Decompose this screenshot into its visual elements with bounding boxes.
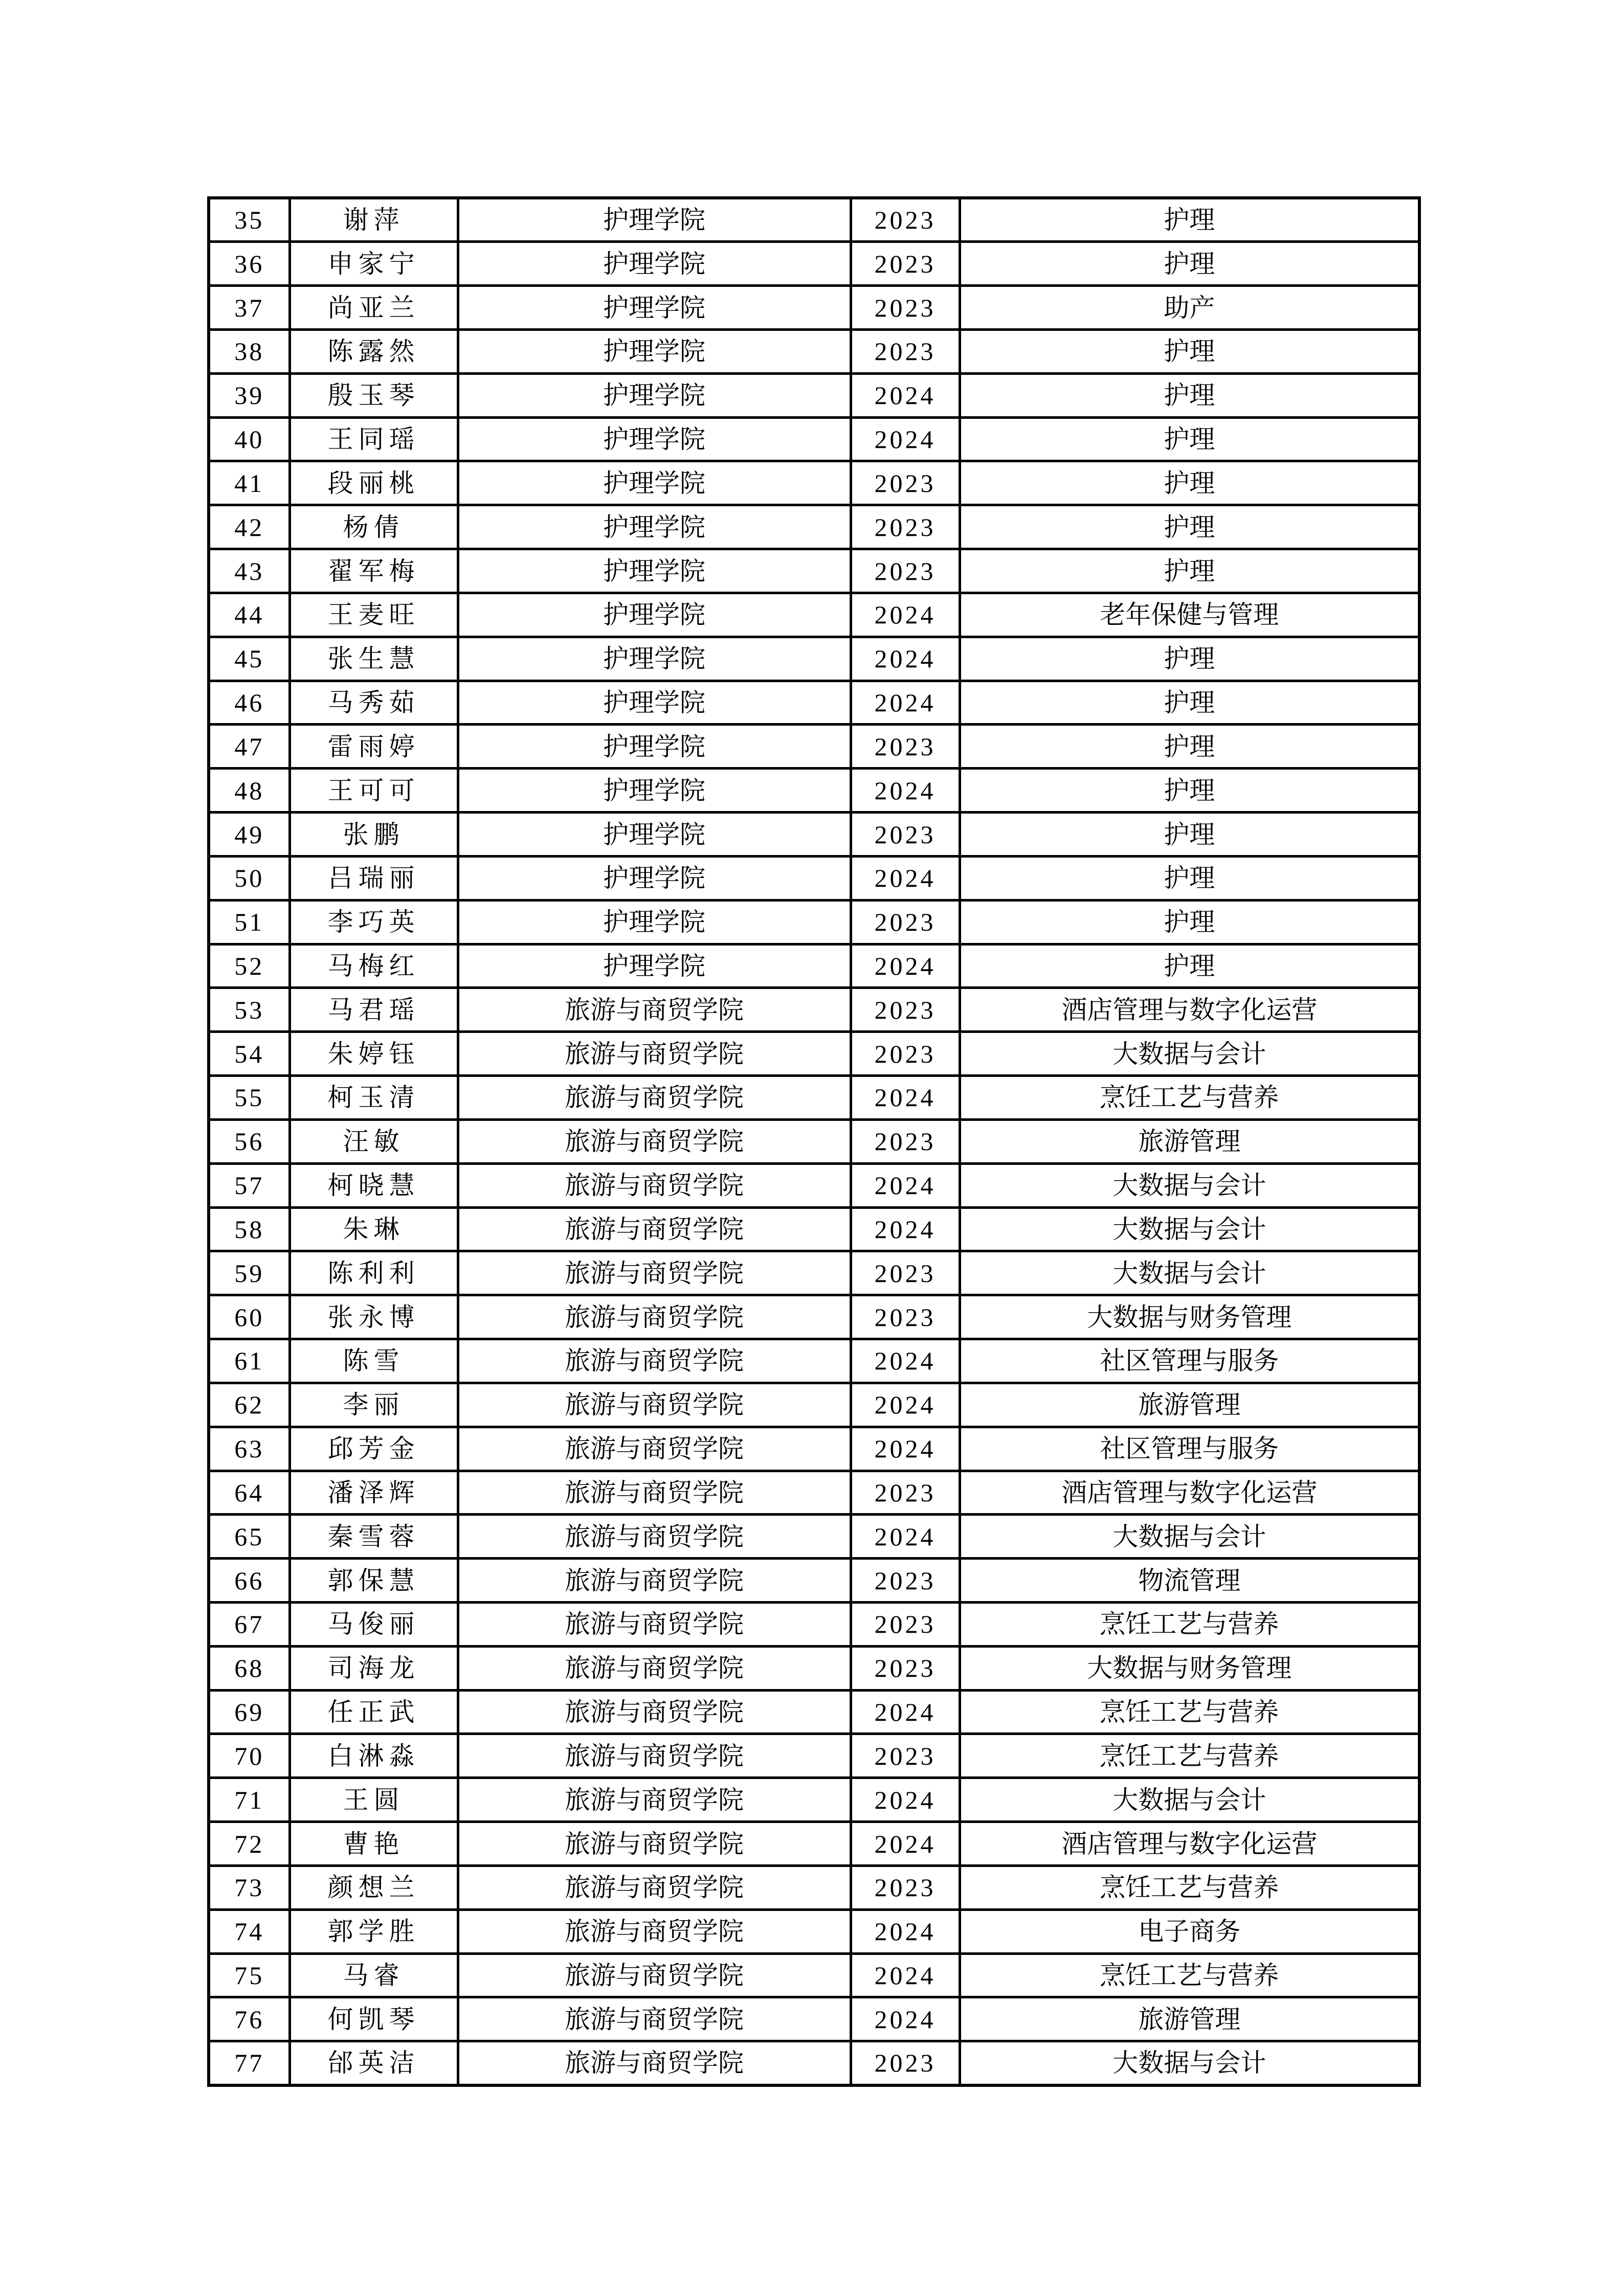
cell-major: 大数据与会计: [960, 1032, 1419, 1076]
table-row: [209, 1471, 1419, 1515]
cell-year: 2023: [851, 813, 960, 857]
cell-row-number: 36: [209, 242, 290, 286]
cell-student-name: 张永博: [290, 1295, 458, 1339]
table-row: [209, 1690, 1419, 1734]
cell-year: 2024: [851, 944, 960, 988]
cell-student-name: 张鹏: [290, 813, 458, 857]
table-row: [209, 944, 1419, 988]
cell-row-number: 69: [209, 1690, 290, 1734]
cell-row-number: 52: [209, 944, 290, 988]
cell-year: 2023: [851, 1865, 960, 1909]
cell-major: 护理: [960, 373, 1419, 417]
cell-major: 大数据与会计: [960, 2041, 1419, 2085]
table-row: [209, 1032, 1419, 1076]
cell-year: 2024: [851, 1163, 960, 1207]
cell-row-number: 46: [209, 681, 290, 725]
cell-major: 物流管理: [960, 1559, 1419, 1603]
cell-year: 2023: [851, 1119, 960, 1163]
cell-row-number: 37: [209, 286, 290, 330]
table-row: [209, 1383, 1419, 1427]
cell-row-number: 45: [209, 637, 290, 681]
cell-major: 老年保健与管理: [960, 593, 1419, 637]
cell-year: 2023: [851, 549, 960, 593]
cell-major: 旅游管理: [960, 1119, 1419, 1163]
cell-college: 旅游与商贸学院: [458, 1690, 851, 1734]
cell-major: 护理: [960, 681, 1419, 725]
cell-row-number: 41: [209, 461, 290, 505]
cell-college: 护理学院: [458, 813, 851, 857]
cell-college: 护理学院: [458, 549, 851, 593]
cell-student-name: 段丽桃: [290, 461, 458, 505]
cell-student-name: 柯玉清: [290, 1076, 458, 1120]
cell-row-number: 75: [209, 1953, 290, 1997]
cell-year: 2023: [851, 1471, 960, 1515]
cell-student-name: 马俊丽: [290, 1603, 458, 1647]
cell-year: 2023: [851, 900, 960, 944]
cell-college: 旅游与商贸学院: [458, 1119, 851, 1163]
cell-row-number: 63: [209, 1427, 290, 1471]
table-row: [209, 329, 1419, 373]
cell-student-name: 朱琳: [290, 1207, 458, 1251]
cell-row-number: 72: [209, 1822, 290, 1866]
cell-student-name: 何凯琴: [290, 1997, 458, 2041]
table-row: [209, 1559, 1419, 1603]
table-row: [209, 1207, 1419, 1251]
cell-row-number: 44: [209, 593, 290, 637]
cell-major: 大数据与会计: [960, 1778, 1419, 1822]
cell-major: 烹饪工艺与营养: [960, 1865, 1419, 1909]
cell-year: 2023: [851, 1295, 960, 1339]
table-row: [209, 1295, 1419, 1339]
cell-major: 护理: [960, 813, 1419, 857]
cell-student-name: 王可可: [290, 769, 458, 813]
cell-year: 2023: [851, 1646, 960, 1690]
table-row: [209, 2041, 1419, 2085]
cell-row-number: 57: [209, 1163, 290, 1207]
cell-row-number: 58: [209, 1207, 290, 1251]
table-row: [209, 549, 1419, 593]
cell-college: 旅游与商贸学院: [458, 1295, 851, 1339]
cell-major: 烹饪工艺与营养: [960, 1953, 1419, 1997]
table-row: [209, 725, 1419, 769]
table-row: [209, 1734, 1419, 1778]
cell-year: 2024: [851, 1997, 960, 2041]
cell-student-name: 曹艳: [290, 1822, 458, 1866]
cell-major: 护理: [960, 198, 1419, 242]
cell-row-number: 73: [209, 1865, 290, 1909]
cell-row-number: 35: [209, 198, 290, 242]
cell-student-name: 任正武: [290, 1690, 458, 1734]
cell-student-name: 尚亚兰: [290, 286, 458, 330]
cell-year: 2024: [851, 373, 960, 417]
cell-student-name: 雷雨婷: [290, 725, 458, 769]
cell-row-number: 47: [209, 725, 290, 769]
cell-college: 旅游与商贸学院: [458, 1822, 851, 1866]
cell-student-name: 王麦旺: [290, 593, 458, 637]
cell-year: 2023: [851, 1251, 960, 1295]
cell-year: 2023: [851, 505, 960, 549]
cell-major: 护理: [960, 725, 1419, 769]
table-row: [209, 1339, 1419, 1383]
cell-student-name: 李巧英: [290, 900, 458, 944]
cell-student-name: 邱芳金: [290, 1427, 458, 1471]
cell-student-name: 马睿: [290, 1953, 458, 1997]
cell-college: 旅游与商贸学院: [458, 988, 851, 1032]
cell-major: 大数据与会计: [960, 1163, 1419, 1207]
cell-row-number: 70: [209, 1734, 290, 1778]
table-row: [209, 1909, 1419, 1953]
cell-college: 旅游与商贸学院: [458, 1339, 851, 1383]
cell-row-number: 76: [209, 1997, 290, 2041]
cell-year: 2023: [851, 1559, 960, 1603]
cell-year: 2023: [851, 461, 960, 505]
cell-major: 护理: [960, 329, 1419, 373]
cell-row-number: 60: [209, 1295, 290, 1339]
cell-major: 大数据与会计: [960, 1515, 1419, 1559]
cell-major: 酒店管理与数字化运营: [960, 988, 1419, 1032]
cell-row-number: 53: [209, 988, 290, 1032]
cell-college: 旅游与商贸学院: [458, 1383, 851, 1427]
cell-college: 护理学院: [458, 329, 851, 373]
cell-college: 旅游与商贸学院: [458, 1163, 851, 1207]
cell-row-number: 59: [209, 1251, 290, 1295]
cell-year: 2023: [851, 725, 960, 769]
cell-major: 大数据与财务管理: [960, 1646, 1419, 1690]
cell-college: 护理学院: [458, 856, 851, 900]
cell-college: 旅游与商贸学院: [458, 1734, 851, 1778]
cell-year: 2024: [851, 1339, 960, 1383]
cell-college: 旅游与商贸学院: [458, 2041, 851, 2085]
cell-year: 2023: [851, 2041, 960, 2085]
cell-row-number: 38: [209, 329, 290, 373]
cell-row-number: 74: [209, 1909, 290, 1953]
cell-college: 护理学院: [458, 373, 851, 417]
cell-student-name: 朱婷钰: [290, 1032, 458, 1076]
cell-student-name: 马梅红: [290, 944, 458, 988]
cell-major: 社区管理与服务: [960, 1427, 1419, 1471]
cell-student-name: 司海龙: [290, 1646, 458, 1690]
table-row: [209, 593, 1419, 637]
cell-college: 旅游与商贸学院: [458, 1251, 851, 1295]
cell-college: 旅游与商贸学院: [458, 1427, 851, 1471]
cell-year: 2024: [851, 681, 960, 725]
cell-row-number: 42: [209, 505, 290, 549]
cell-row-number: 39: [209, 373, 290, 417]
cell-student-name: 白淋淼: [290, 1734, 458, 1778]
cell-college: 旅游与商贸学院: [458, 1997, 851, 2041]
cell-major: 护理: [960, 769, 1419, 813]
cell-row-number: 49: [209, 813, 290, 857]
cell-college: 护理学院: [458, 505, 851, 549]
table-row: [209, 813, 1419, 857]
cell-major: 助产: [960, 286, 1419, 330]
cell-year: 2023: [851, 1734, 960, 1778]
cell-year: 2024: [851, 1778, 960, 1822]
student-roster-table: [207, 196, 1421, 2087]
table-row: [209, 505, 1419, 549]
cell-college: 护理学院: [458, 593, 851, 637]
cell-college: 护理学院: [458, 944, 851, 988]
cell-major: 电子商务: [960, 1909, 1419, 1953]
table-row: [209, 1119, 1419, 1163]
cell-college: 护理学院: [458, 286, 851, 330]
cell-major: 酒店管理与数字化运营: [960, 1822, 1419, 1866]
cell-college: 护理学院: [458, 198, 851, 242]
cell-student-name: 张生慧: [290, 637, 458, 681]
cell-college: 旅游与商贸学院: [458, 1032, 851, 1076]
cell-year: 2024: [851, 1953, 960, 1997]
table-row: [209, 1822, 1419, 1866]
cell-year: 2024: [851, 1909, 960, 1953]
table-row: [209, 1646, 1419, 1690]
table-row: [209, 769, 1419, 813]
cell-year: 2023: [851, 329, 960, 373]
cell-row-number: 50: [209, 856, 290, 900]
cell-year: 2024: [851, 1515, 960, 1559]
cell-college: 旅游与商贸学院: [458, 1909, 851, 1953]
cell-major: 烹饪工艺与营养: [960, 1690, 1419, 1734]
table-row: [209, 1865, 1419, 1909]
cell-major: 护理: [960, 944, 1419, 988]
cell-row-number: 43: [209, 549, 290, 593]
table-row: [209, 242, 1419, 286]
cell-student-name: 李丽: [290, 1383, 458, 1427]
cell-college: 旅游与商贸学院: [458, 1865, 851, 1909]
cell-major: 护理: [960, 856, 1419, 900]
cell-student-name: 谢萍: [290, 198, 458, 242]
cell-major: 旅游管理: [960, 1383, 1419, 1427]
cell-college: 护理学院: [458, 637, 851, 681]
cell-major: 护理: [960, 505, 1419, 549]
cell-college: 旅游与商贸学院: [458, 1207, 851, 1251]
cell-year: 2023: [851, 286, 960, 330]
table-row: [209, 856, 1419, 900]
table-row: [209, 1603, 1419, 1647]
table-row: [209, 1427, 1419, 1471]
cell-major: 护理: [960, 549, 1419, 593]
cell-college: 护理学院: [458, 417, 851, 461]
cell-year: 2024: [851, 769, 960, 813]
cell-major: 护理: [960, 461, 1419, 505]
cell-college: 旅游与商贸学院: [458, 1559, 851, 1603]
cell-row-number: 64: [209, 1471, 290, 1515]
student-roster-body: [209, 198, 1419, 2085]
cell-row-number: 77: [209, 2041, 290, 2085]
table-row: [209, 1076, 1419, 1120]
cell-year: 2024: [851, 417, 960, 461]
cell-major: 社区管理与服务: [960, 1339, 1419, 1383]
cell-college: 旅游与商贸学院: [458, 1603, 851, 1647]
cell-row-number: 48: [209, 769, 290, 813]
cell-college: 护理学院: [458, 461, 851, 505]
cell-college: 旅游与商贸学院: [458, 1076, 851, 1120]
cell-year: 2024: [851, 1076, 960, 1120]
cell-student-name: 翟军梅: [290, 549, 458, 593]
cell-student-name: 殷玉琴: [290, 373, 458, 417]
cell-major: 护理: [960, 900, 1419, 944]
table-row: [209, 461, 1419, 505]
cell-major: 烹饪工艺与营养: [960, 1076, 1419, 1120]
cell-student-name: 王圆: [290, 1778, 458, 1822]
cell-student-name: 柯晓慧: [290, 1163, 458, 1207]
cell-student-name: 郭保慧: [290, 1559, 458, 1603]
table-row: [209, 373, 1419, 417]
cell-major: 旅游管理: [960, 1997, 1419, 2041]
cell-student-name: 汪敏: [290, 1119, 458, 1163]
cell-year: 2024: [851, 856, 960, 900]
cell-year: 2024: [851, 1822, 960, 1866]
cell-college: 旅游与商贸学院: [458, 1646, 851, 1690]
cell-student-name: 杨倩: [290, 505, 458, 549]
table-row: [209, 198, 1419, 242]
cell-major: 酒店管理与数字化运营: [960, 1471, 1419, 1515]
cell-year: 2023: [851, 242, 960, 286]
cell-college: 护理学院: [458, 681, 851, 725]
cell-college: 护理学院: [458, 900, 851, 944]
cell-college: 护理学院: [458, 725, 851, 769]
cell-row-number: 65: [209, 1515, 290, 1559]
table-row: [209, 900, 1419, 944]
cell-year: 2024: [851, 1427, 960, 1471]
cell-student-name: 马君瑶: [290, 988, 458, 1032]
cell-year: 2024: [851, 1383, 960, 1427]
cell-student-name: 陈雪: [290, 1339, 458, 1383]
cell-student-name: 秦雪蓉: [290, 1515, 458, 1559]
table-row: [209, 286, 1419, 330]
cell-year: 2023: [851, 198, 960, 242]
cell-student-name: 郭学胜: [290, 1909, 458, 1953]
cell-year: 2023: [851, 988, 960, 1032]
table-row: [209, 1515, 1419, 1559]
cell-row-number: 51: [209, 900, 290, 944]
cell-student-name: 陈露然: [290, 329, 458, 373]
cell-college: 护理学院: [458, 769, 851, 813]
cell-student-name: 陈利利: [290, 1251, 458, 1295]
cell-student-name: 王同瑶: [290, 417, 458, 461]
cell-year: 2023: [851, 1603, 960, 1647]
cell-college: 旅游与商贸学院: [458, 1471, 851, 1515]
cell-college: 旅游与商贸学院: [458, 1778, 851, 1822]
cell-row-number: 40: [209, 417, 290, 461]
cell-major: 护理: [960, 242, 1419, 286]
table-row: [209, 681, 1419, 725]
cell-row-number: 67: [209, 1603, 290, 1647]
cell-major: 大数据与会计: [960, 1207, 1419, 1251]
cell-row-number: 62: [209, 1383, 290, 1427]
table-row: [209, 988, 1419, 1032]
table-row: [209, 1997, 1419, 2041]
table-row: [209, 1778, 1419, 1822]
cell-college: 护理学院: [458, 242, 851, 286]
cell-major: 烹饪工艺与营养: [960, 1734, 1419, 1778]
table-row: [209, 1163, 1419, 1207]
cell-major: 护理: [960, 637, 1419, 681]
cell-row-number: 61: [209, 1339, 290, 1383]
cell-row-number: 68: [209, 1646, 290, 1690]
table-row: [209, 417, 1419, 461]
cell-major: 烹饪工艺与营养: [960, 1603, 1419, 1647]
cell-year: 2024: [851, 593, 960, 637]
table-row: [209, 1953, 1419, 1997]
cell-year: 2024: [851, 1690, 960, 1734]
cell-major: 大数据与会计: [960, 1251, 1419, 1295]
cell-student-name: 邰英洁: [290, 2041, 458, 2085]
cell-student-name: 申家宁: [290, 242, 458, 286]
cell-row-number: 66: [209, 1559, 290, 1603]
cell-year: 2023: [851, 1032, 960, 1076]
cell-college: 旅游与商贸学院: [458, 1953, 851, 1997]
cell-row-number: 56: [209, 1119, 290, 1163]
cell-row-number: 54: [209, 1032, 290, 1076]
cell-row-number: 55: [209, 1076, 290, 1120]
table-row: [209, 1251, 1419, 1295]
cell-college: 旅游与商贸学院: [458, 1515, 851, 1559]
cell-student-name: 潘泽辉: [290, 1471, 458, 1515]
cell-major: 大数据与财务管理: [960, 1295, 1419, 1339]
cell-student-name: 吕瑞丽: [290, 856, 458, 900]
cell-student-name: 马秀茹: [290, 681, 458, 725]
table-row: [209, 637, 1419, 681]
cell-row-number: 71: [209, 1778, 290, 1822]
cell-year: 2024: [851, 1207, 960, 1251]
cell-major: 护理: [960, 417, 1419, 461]
cell-year: 2024: [851, 637, 960, 681]
cell-student-name: 颜想兰: [290, 1865, 458, 1909]
